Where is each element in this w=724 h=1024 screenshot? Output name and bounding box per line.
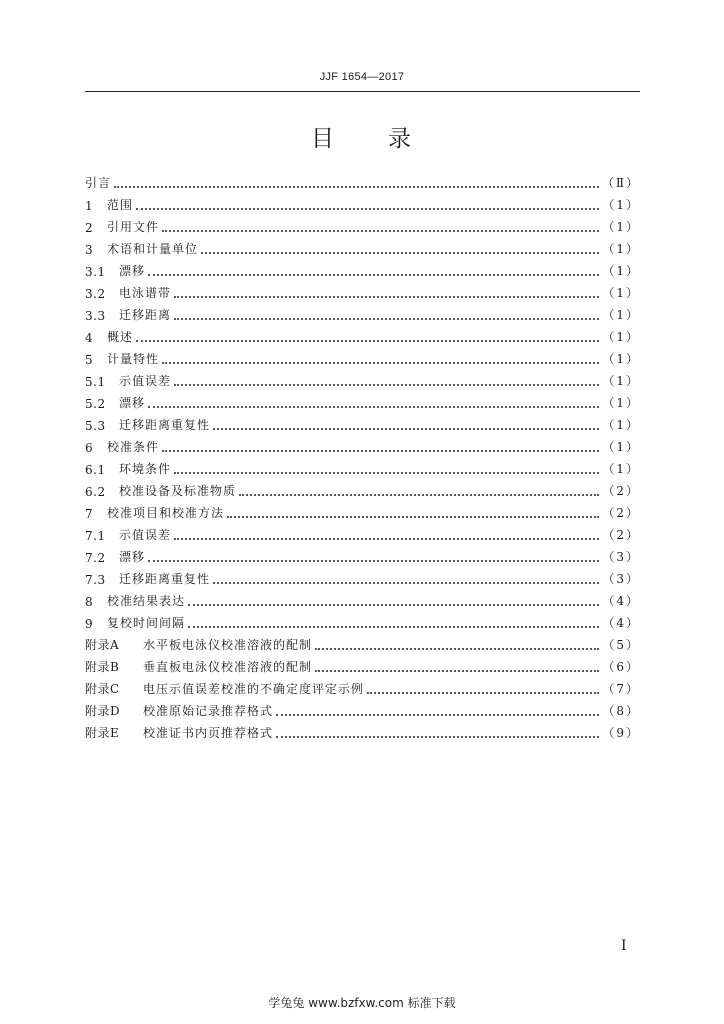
- toc-leader-dots: [239, 494, 599, 496]
- toc-entry-label: 示值误差: [119, 528, 172, 542]
- toc-entry[interactable]: [85, 587, 640, 609]
- toc-entry-number: 7.2: [85, 551, 106, 565]
- toc-entry-number: 附录A: [85, 638, 120, 652]
- toc-entry[interactable]: [85, 257, 640, 279]
- toc-entry[interactable]: [85, 631, 640, 653]
- toc-leader-dots: [174, 296, 599, 298]
- toc-leader-dots: [162, 230, 599, 232]
- toc-entry-page: （5）: [602, 638, 640, 652]
- toc-entry-label: 校准结果表达: [107, 594, 186, 608]
- title-char-2: 录: [388, 126, 413, 152]
- toc-leader-dots: [188, 626, 599, 628]
- toc-leader-dots: [213, 428, 599, 430]
- toc-entry-page: （Ⅱ）: [601, 176, 640, 190]
- toc-entry-page: （1）: [602, 396, 640, 410]
- toc-entry-number: 2: [85, 221, 94, 235]
- toc-entry[interactable]: [85, 345, 640, 367]
- toc-entry-label: 校准设备及标准物质: [119, 484, 237, 498]
- toc-entry-number: 5.2: [85, 397, 106, 411]
- toc-entry-number: 8: [85, 595, 94, 609]
- toc-leader-dots: [148, 406, 599, 408]
- toc-entry-page: （1）: [602, 242, 640, 256]
- title-char-1: 目: [311, 126, 336, 152]
- toc-entry-page: （1）: [602, 286, 640, 300]
- toc-entry[interactable]: [85, 323, 640, 345]
- toc-entry-page: （1）: [602, 198, 640, 212]
- toc-entry[interactable]: [85, 235, 640, 257]
- toc-entry-label: 电压示值误差校准的不确定度评定示例: [143, 682, 365, 696]
- toc-entry-number: 3: [85, 243, 94, 257]
- toc-leader-dots: [136, 208, 599, 210]
- page-title: [0, 120, 724, 153]
- toc-entry-page: （1）: [602, 330, 640, 344]
- toc-entry[interactable]: [85, 477, 640, 499]
- toc-entry[interactable]: [85, 653, 640, 675]
- toc-entry[interactable]: [85, 521, 640, 543]
- toc-entry-number: 附录E: [85, 726, 120, 740]
- toc-leader-dots: [315, 670, 599, 672]
- toc-leader-dots: [162, 362, 599, 364]
- toc-entry[interactable]: [85, 389, 640, 411]
- toc-entry[interactable]: [85, 675, 640, 697]
- toc-leader-dots: [174, 318, 599, 320]
- toc-leader-dots: [201, 252, 599, 254]
- toc-entry-page: （1）: [602, 352, 640, 366]
- toc-entry-page: （1）: [602, 220, 640, 234]
- toc-entry-label: 环境条件: [119, 462, 172, 476]
- toc-entry-page: （3）: [602, 572, 640, 586]
- header-rule: [85, 91, 640, 92]
- toc-entry-page: （4）: [602, 616, 640, 630]
- toc-entry-page: （7）: [602, 682, 640, 696]
- toc-entry-page: （1）: [602, 264, 640, 278]
- toc-entry-number: 7.1: [85, 529, 106, 543]
- toc-entry-number: 附录B: [85, 660, 120, 674]
- toc-leader-dots: [213, 582, 599, 584]
- toc-entry[interactable]: [85, 433, 640, 455]
- toc-leader-dots: [174, 384, 599, 386]
- toc-entry-number: 附录D: [85, 704, 121, 718]
- toc-entry-label: 校准条件: [107, 440, 160, 454]
- toc-entry-page: （1）: [602, 418, 640, 432]
- toc-entry-number: 3.1: [85, 265, 106, 279]
- toc-entry-label: 引用文件: [107, 220, 160, 234]
- document-code: JJF 1654—2017: [319, 71, 405, 83]
- toc-entry-page: （6）: [602, 660, 640, 674]
- footer-watermark: 学兔兔 www.bzfxw.com 标准下载: [268, 996, 456, 1010]
- toc-entry-label: 校准原始记录推荐格式: [143, 704, 274, 718]
- toc-entry-number: 3.2: [85, 287, 106, 301]
- toc-leader-dots: [162, 450, 599, 452]
- toc-entry-number: 4: [85, 331, 94, 345]
- toc-entry-page: （1）: [602, 440, 640, 454]
- toc-entry-label: 迁移距离: [119, 308, 172, 322]
- toc-leader-dots: [136, 340, 599, 342]
- toc-entry-label: 电泳谱带: [119, 286, 172, 300]
- toc-leader-dots: [276, 714, 599, 716]
- toc-entry-page: （2）: [602, 528, 640, 542]
- toc-leader-dots: [148, 560, 599, 562]
- toc-entry-page: （2）: [602, 506, 640, 520]
- toc-entry-page: （3）: [602, 550, 640, 564]
- toc-leader-dots: [367, 692, 599, 694]
- toc-entry-label: 漂移: [119, 264, 146, 278]
- toc-entry-number: 3.3: [85, 309, 106, 323]
- toc-entry-label: 计量特性: [107, 352, 160, 366]
- toc-entry[interactable]: [85, 565, 640, 587]
- toc-leader-dots: [315, 648, 599, 650]
- toc-entry[interactable]: [85, 499, 640, 521]
- toc-leader-dots: [114, 186, 599, 188]
- toc-entry-number: 6.1: [85, 463, 106, 477]
- toc-entry[interactable]: [85, 367, 640, 389]
- toc-entry[interactable]: [85, 191, 640, 213]
- toc-entry-page: （9）: [602, 726, 640, 740]
- toc-entry-number: 1: [85, 199, 94, 213]
- toc-leader-dots: [276, 736, 599, 738]
- toc-entry-label: 迁移距离重复性: [119, 418, 211, 432]
- toc-entry-label: 示值误差: [119, 374, 172, 388]
- toc-entry-label: 漂移: [119, 550, 146, 564]
- toc-entry[interactable]: [85, 543, 640, 565]
- toc-entry-page: （1）: [602, 462, 640, 476]
- toc-entry-label: 范围: [107, 198, 134, 212]
- toc-entry-page: （1）: [602, 308, 640, 322]
- toc-entry-number: 9: [85, 617, 94, 631]
- toc-entry[interactable]: [85, 169, 640, 191]
- toc-entry-label: 垂直板电泳仪校准溶液的配制: [143, 660, 313, 674]
- table-of-contents: [85, 169, 640, 741]
- toc-entry-number: 5.1: [85, 375, 106, 389]
- toc-entry[interactable]: [85, 697, 640, 719]
- toc-entry-label: 引言: [85, 176, 112, 190]
- toc-entry[interactable]: [85, 301, 640, 323]
- toc-entry-number: 7.3: [85, 573, 106, 587]
- toc-entry[interactable]: [85, 213, 640, 235]
- toc-entry[interactable]: [85, 455, 640, 477]
- toc-entry[interactable]: [85, 279, 640, 301]
- toc-entry-number: 7: [85, 507, 94, 521]
- toc-leader-dots: [174, 472, 599, 474]
- toc-leader-dots: [227, 516, 599, 518]
- toc-entry-page: （1）: [602, 374, 640, 388]
- toc-leader-dots: [148, 274, 599, 276]
- toc-entry-label: 校准证书内页推荐格式: [143, 726, 274, 740]
- toc-entry-label: 术语和计量单位: [107, 242, 199, 256]
- toc-entry[interactable]: [85, 609, 640, 631]
- toc-entry-label: 概述: [107, 330, 134, 344]
- toc-entry-label: 漂移: [119, 396, 146, 410]
- toc-leader-dots: [188, 604, 599, 606]
- toc-entry[interactable]: [85, 719, 640, 741]
- toc-entry-number: 附录C: [85, 682, 120, 696]
- toc-entry-number: 6: [85, 441, 94, 455]
- toc-entry-page: （4）: [602, 594, 640, 608]
- toc-entry-page: （2）: [602, 484, 640, 498]
- toc-entry-label: 校准项目和校准方法: [107, 506, 225, 520]
- toc-entry-number: 5.3: [85, 419, 106, 433]
- toc-leader-dots: [174, 538, 599, 540]
- page-number: I: [621, 938, 627, 954]
- toc-entry-label: 水平板电泳仪校准溶液的配制: [143, 638, 313, 652]
- toc-entry-number: 5: [85, 353, 94, 367]
- toc-entry[interactable]: [85, 411, 640, 433]
- toc-entry-number: 6.2: [85, 485, 106, 499]
- toc-entry-label: 迁移距离重复性: [119, 572, 211, 586]
- toc-entry-label: 复校时间间隔: [107, 616, 186, 630]
- toc-entry-page: （8）: [602, 704, 640, 718]
